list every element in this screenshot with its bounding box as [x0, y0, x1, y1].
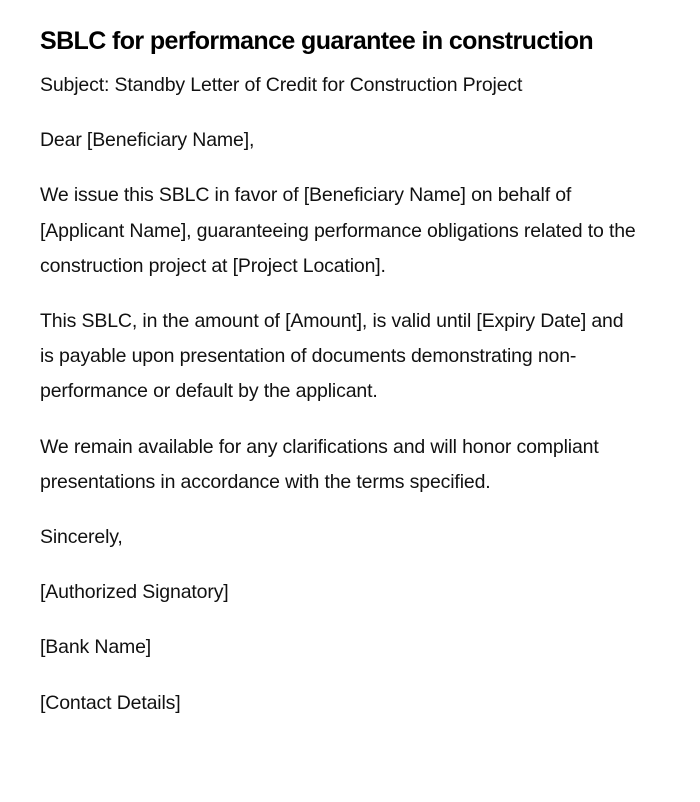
subject-line: Subject: Standby Letter of Credit for Construction Project [40, 74, 523, 96]
signatory: [Authorized Signatory] [40, 581, 229, 604]
salutation: Dear [Beneficiary Name], [40, 129, 255, 152]
body-paragraph-issue: We issue this SBLC in favor of [Beneficiary Name] on behalf of [Applicant Name], guaranteeing performance obligations related to the construction project at [Project Location]. [40, 184, 636, 277]
body-paragraph-terms: This SBLC, in the amount of [Amount], is valid until [Expiry Date] and is payable upon presentation of documents demonstrating non-performance or default by the applicant. [40, 310, 624, 403]
contact-details: [Contact Details] [40, 691, 181, 714]
closing: Sincerely, [40, 526, 123, 549]
bank-name: [Bank Name] [40, 636, 152, 659]
document-title: SBLC for performance guarantee in construction [40, 27, 594, 55]
body-paragraph-availability: We remain available for any clarifications and will honor compliant presentations in accordance with the terms specified. [40, 435, 599, 493]
